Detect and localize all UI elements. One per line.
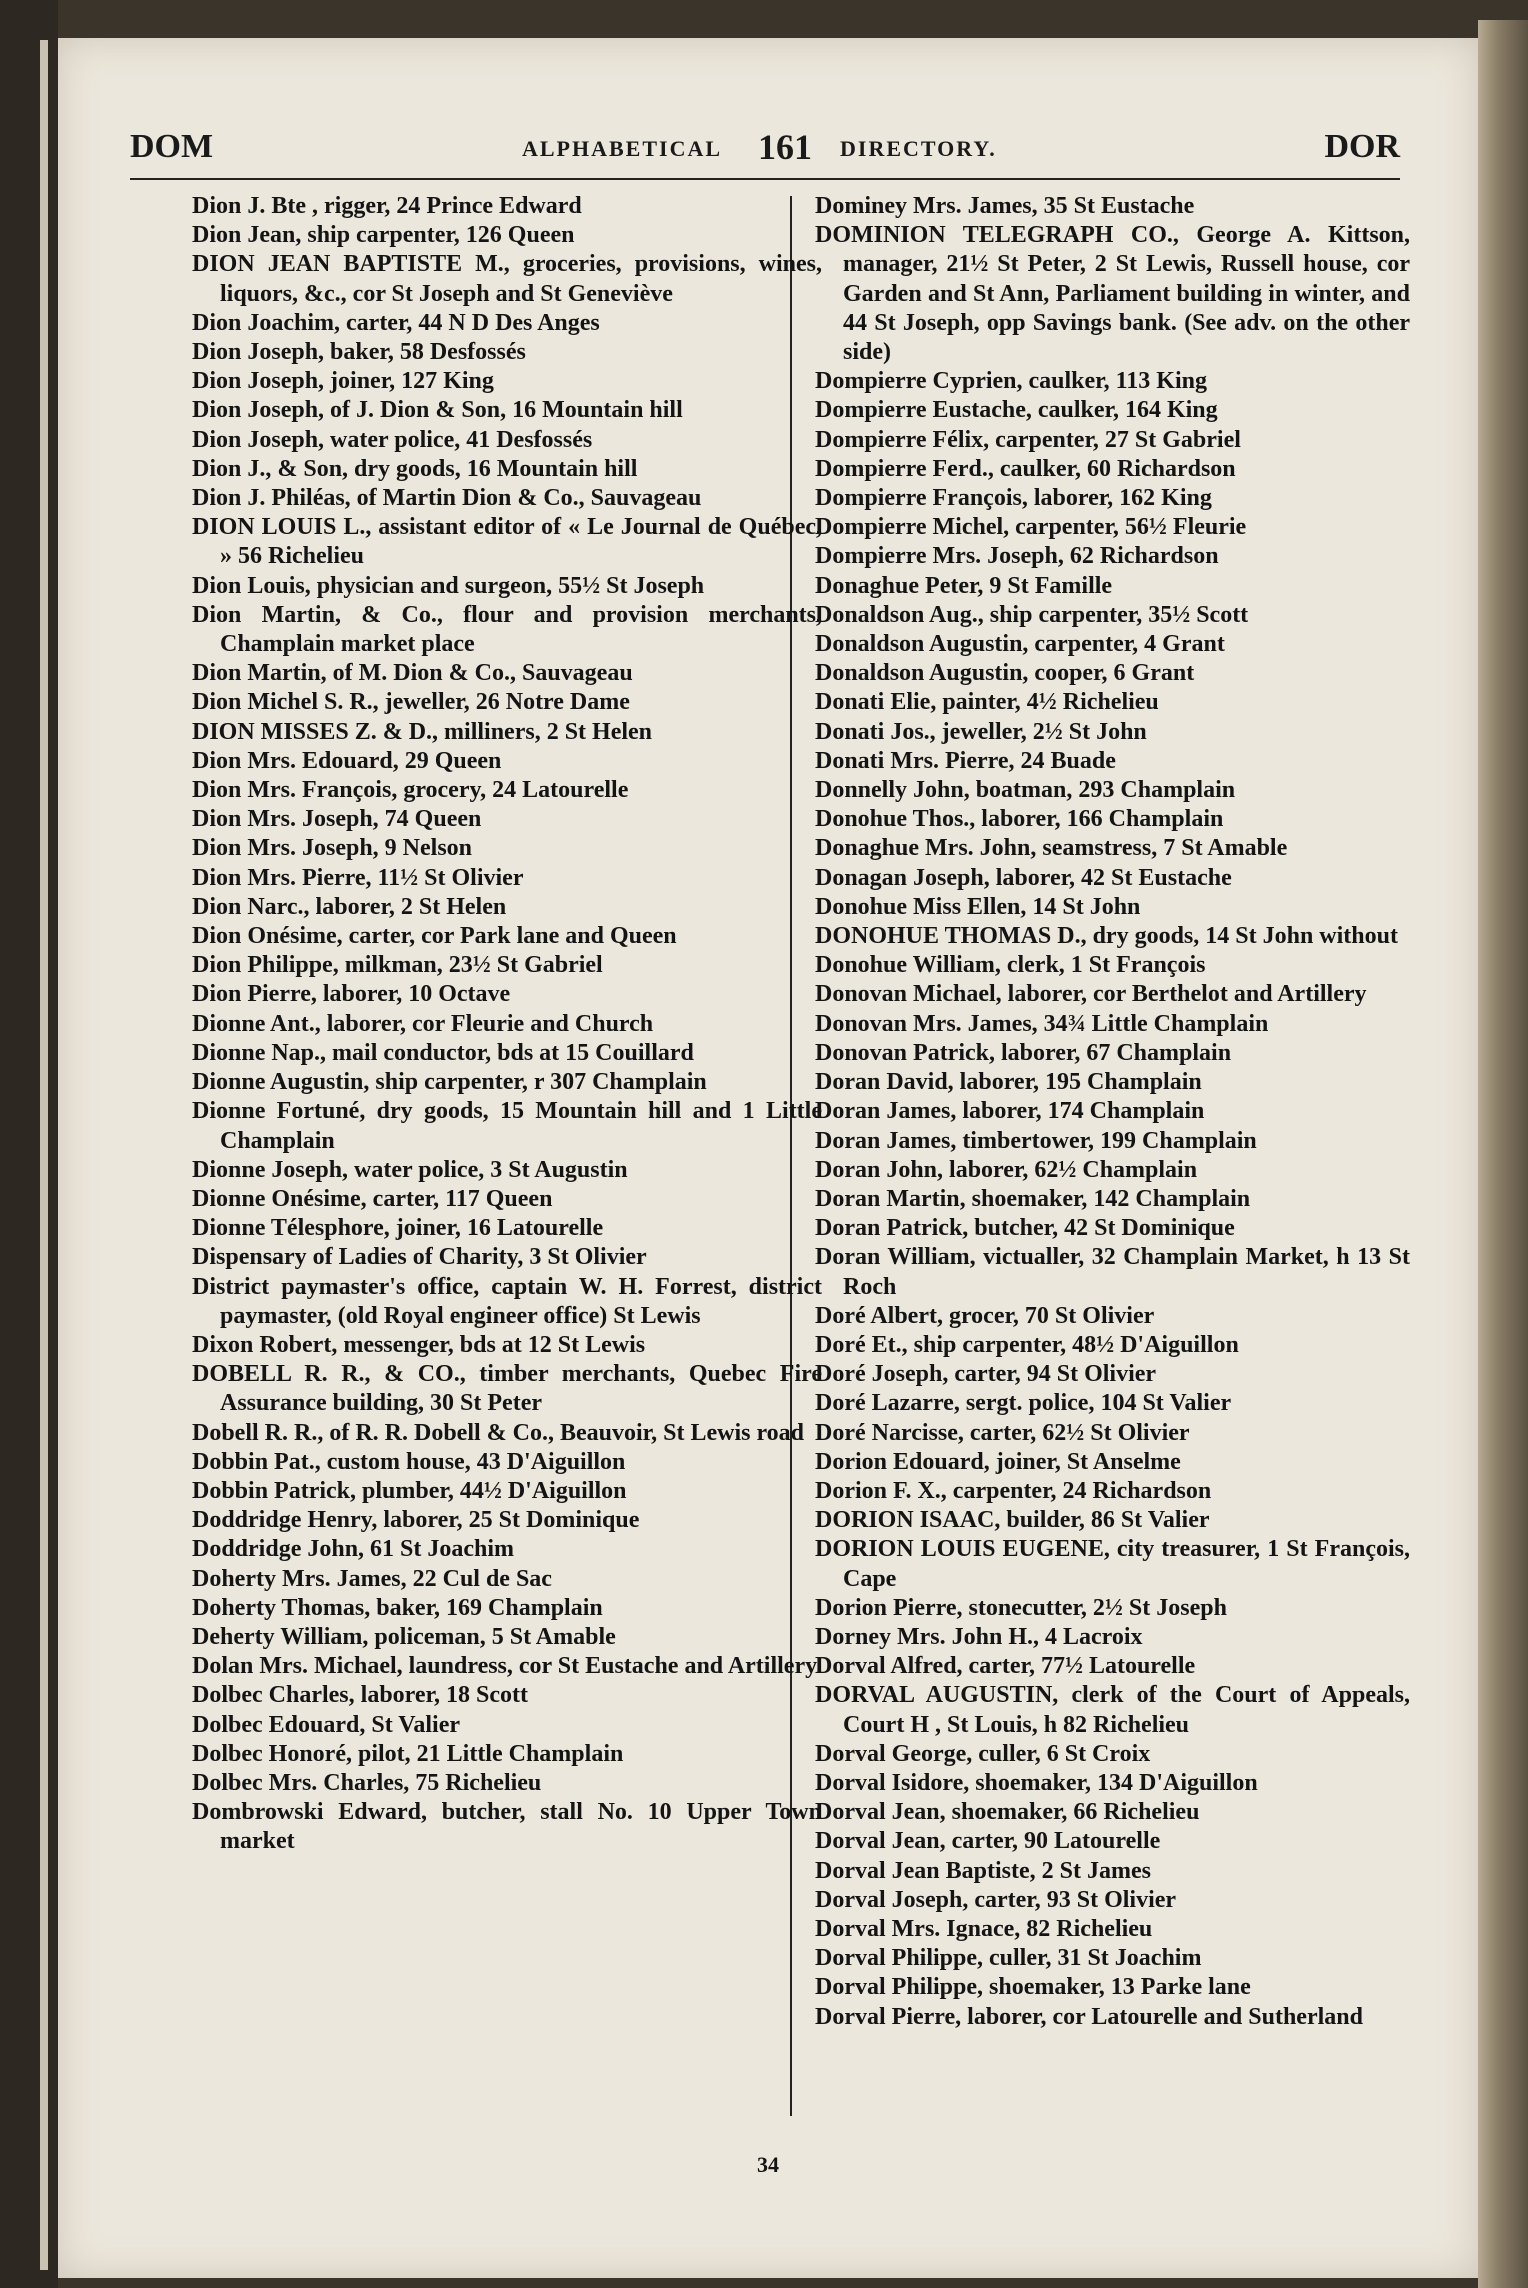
directory-entry: District paymaster's office, captain W. H. Forrest, district paymaster, (old Royal engineer office) St Lewis [192, 1273, 822, 1329]
directory-entry: Dionne Augustin, ship carpenter, r 307 Champlain [192, 1069, 707, 1096]
page-number: 161 [758, 127, 812, 167]
directory-entry: Dixon Robert, messenger, bds at 12 St Lewis [192, 1331, 646, 1358]
directory-entry: Dorval Isidore, shoemaker, 134 D'Aiguillon [815, 1769, 1258, 1796]
directory-entry: Dolan Mrs. Michael, laundress, cor St Eustache and Artillery [192, 1653, 818, 1680]
directory-entry: Dorval Philippe, shoemaker, 13 Parke lane [815, 1974, 1251, 2001]
directory-entry: Dorval Pierre, laborer, cor Latourelle and Sutherland [815, 2003, 1363, 2030]
directory-entry: Donovan Michael, laborer, cor Berthelot and Artillery [815, 981, 1367, 1008]
directory-entry: Dispensary of Ladies of Charity, 3 St Olivier [192, 1244, 647, 1271]
directory-entry: Dion Joseph, baker, 58 Desfossés [192, 339, 526, 366]
directory-entry: Dorion Edouard, joiner, St Anselme [815, 1448, 1181, 1475]
directory-entry: Dionne Nap., mail conductor, bds at 15 Couillard [192, 1039, 694, 1066]
directory-entry: Donaghue Mrs. John, seamstress, 7 St Amable [815, 835, 1288, 862]
directory-entry: Dion Joseph, joiner, 127 King [192, 368, 494, 395]
directory-entry: Dorval Jean, shoemaker, 66 Richelieu [815, 1799, 1200, 1826]
directory-entry: Dorval Joseph, carter, 93 St Olivier [815, 1886, 1177, 1913]
directory-entry: Donaldson Aug., ship carpenter, 35½ Scott [815, 601, 1249, 628]
directory-entry: Dion Joseph, of J. Dion & Son, 16 Mountain hill [192, 397, 683, 424]
directory-entry: Donaghue Peter, 9 St Famille [815, 572, 1113, 599]
directory-entry: Dionne Joseph, water police, 3 St Augustin [192, 1156, 628, 1183]
directory-entry: DION JEAN BAPTISTE M., groceries, provisions, wines, liquors, &c., cor St Joseph and St Geneviève [192, 251, 822, 307]
right-column [815, 192, 1410, 2032]
directory-entry: Dorval Jean, carter, 90 Latourelle [815, 1828, 1161, 1855]
directory-entry: Dorion F. X., carpenter, 24 Richardson [815, 1477, 1212, 1504]
directory-entry: Deherty William, policeman, 5 St Amable [192, 1623, 616, 1650]
directory-entry: Dion Pierre, laborer, 10 Octave [192, 981, 511, 1008]
directory-entry: Dobell R. R., of R. R. Dobell & Co., Beauvoir, St Lewis road [192, 1419, 805, 1446]
directory-entry: Dion Mrs. Joseph, 74 Queen [192, 806, 482, 833]
directory-entry: Doré Lazarre, sergt. police, 104 St Valier [815, 1390, 1232, 1417]
directory-entry: DION LOUIS L., assistant editor of « Le Journal de Québec, » 56 Richelieu [192, 514, 822, 570]
directory-entry: Dorval Alfred, carter, 77½ Latourelle [815, 1653, 1196, 1680]
directory-entry: Dion Joseph, water police, 41 Desfossés [192, 426, 593, 453]
directory-entry: DONOHUE THOMAS D., dry goods, 14 St John without [815, 923, 1398, 950]
directory-entry: Dion Michel S. R., jeweller, 26 Notre Dame [192, 689, 630, 716]
directory-entry: Dompierre Ferd., caulker, 60 Richardson [815, 455, 1236, 482]
directory-entry: DORVAL AUGUSTIN, clerk of the Court of Appeals, Court H , St Louis, h 82 Richelieu [815, 1682, 1410, 1738]
directory-entry: Donovan Mrs. James, 34¾ Little Champlain [815, 1010, 1269, 1037]
directory-entry: Dolbec Charles, laborer, 18 Scott [192, 1682, 528, 1709]
directory-entry: Dompierre Mrs. Joseph, 62 Richardson [815, 543, 1219, 570]
directory-entry: Dion Mrs. Joseph, 9 Nelson [192, 835, 473, 862]
directory-entry: Dorval Jean Baptiste, 2 St James [815, 1857, 1151, 1884]
directory-entry: Dion Jean, ship carpenter, 126 Queen [192, 222, 575, 249]
directory-entry: Dion Louis, physician and surgeon, 55½ St Joseph [192, 572, 705, 599]
directory-entry: Donnelly John, boatman, 293 Champlain [815, 777, 1236, 804]
directory-entry: Dorion Pierre, stonecutter, 2½ St Joseph [815, 1594, 1227, 1621]
page-edge [1478, 20, 1528, 2288]
directory-entry: Doré Narcisse, carter, 62½ St Olivier [815, 1419, 1190, 1446]
left-column [192, 192, 822, 1857]
book-spine-left [0, 0, 58, 2288]
directory-entry: Donati Elie, painter, 4½ Richelieu [815, 689, 1159, 716]
directory-entry: Dion Onésime, carter, cor Park lane and Queen [192, 923, 677, 950]
directory-entry: Dombrowski Edward, butcher, stall No. 10 Upper Town market [192, 1799, 822, 1855]
directory-entry: Dompierre Michel, carpenter, 56½ Fleurie [815, 514, 1247, 541]
directory-entry: Dompierre Cyprien, caulker, 113 King [815, 368, 1207, 395]
directory-entry: Dobbin Patrick, plumber, 44½ D'Aiguillon [192, 1477, 627, 1504]
directory-entry: Doddridge Henry, laborer, 25 St Dominique [192, 1507, 640, 1534]
directory-entry: Doran Martin, shoemaker, 142 Champlain [815, 1185, 1251, 1212]
directory-entry: DOMINION TELEGRAPH CO., George A. Kittson, manager, 21½ St Peter, 2 St Lewis, Russell house, cor Garden and St Ann, Parliament building in winter, and 44 St Joseph, opp Savings bank. (See adv. on the other side) [815, 222, 1410, 366]
directory-entry: Donaldson Augustin, carpenter, 4 Grant [815, 631, 1225, 658]
directory-entry: Donohue Thos., laborer, 166 Champlain [815, 806, 1224, 833]
directory-entry: Dorney Mrs. John H., 4 Lacroix [815, 1623, 1143, 1650]
directory-entry: Dion Narc., laborer, 2 St Helen [192, 893, 507, 920]
directory-entry: Dion Mrs. François, grocery, 24 Latourelle [192, 777, 629, 804]
directory-entry: DORION ISAAC, builder, 86 St Valier [815, 1507, 1210, 1534]
directory-entry: DOBELL R. R., & CO., timber merchants, Quebec Fire Assurance building, 30 St Peter [192, 1361, 822, 1417]
directory-entry: Dion Martin, of M. Dion & Co., Sauvageau [192, 660, 633, 687]
header-rule [130, 178, 1400, 180]
directory-entry: Doran James, timbertower, 199 Champlain [815, 1127, 1257, 1154]
directory-entry: Doran John, laborer, 62½ Champlain [815, 1156, 1198, 1183]
directory-entry: Doherty Mrs. James, 22 Cul de Sac [192, 1565, 552, 1592]
header-right-guide: DOR [1324, 128, 1400, 165]
directory-entry: Doddridge John, 61 St Joachim [192, 1536, 515, 1563]
directory-entry: Doran Patrick, butcher, 42 St Dominique [815, 1215, 1235, 1242]
directory-entry: Dominey Mrs. James, 35 St Eustache [815, 193, 1195, 219]
directory-entry: Dolbec Honoré, pilot, 21 Little Champlain [192, 1740, 624, 1767]
directory-entry: Doran David, laborer, 195 Champlain [815, 1069, 1202, 1096]
directory-entry: Doherty Thomas, baker, 169 Champlain [192, 1594, 603, 1621]
directory-entry: Dionne Ant., laborer, cor Fleurie and Church [192, 1010, 654, 1037]
directory-entry: Donovan Patrick, laborer, 67 Champlain [815, 1039, 1232, 1066]
directory-entry: Dion Joachim, carter, 44 N D Des Anges [192, 309, 600, 336]
header-left-guide: DOM [130, 128, 214, 165]
directory-entry: Dion J. Bte , rigger, 24 Prince Edward [192, 193, 582, 219]
directory-entry: Dobbin Pat., custom house, 43 D'Aiguillon [192, 1448, 626, 1475]
directory-entry: Doré Albert, grocer, 70 St Olivier [815, 1302, 1155, 1329]
directory-entry: Donohue William, clerk, 1 St François [815, 952, 1206, 979]
directory-entry: Dompierre Eustache, caulker, 164 King [815, 397, 1218, 424]
directory-entry: Doré Et., ship carpenter, 48½ D'Aiguillon [815, 1331, 1239, 1358]
directory-entry: Donohue Miss Ellen, 14 St John [815, 893, 1141, 920]
page-header [130, 128, 1400, 176]
directory-entry: Dionne Fortuné, dry goods, 15 Mountain hill and 1 Little Champlain [192, 1098, 822, 1154]
directory-entry: Doran James, laborer, 174 Champlain [815, 1098, 1205, 1125]
directory-entry: Dion J. Philéas, of Martin Dion & Co., Sauvageau [192, 485, 702, 512]
header-title-right: DIRECTORY. [840, 136, 997, 161]
directory-entry: Dion Martin, & Co., flour and provision merchants, Champlain market place [192, 601, 822, 658]
directory-entry: Dolbec Edouard, St Valier [192, 1711, 461, 1738]
directory-entry: DORION LOUIS EUGENE, city treasurer, 1 St François, Cape [815, 1536, 1410, 1592]
directory-entry: Donagan Joseph, laborer, 42 St Eustache [815, 864, 1232, 891]
directory-entry: Doré Joseph, carter, 94 St Olivier [815, 1361, 1157, 1388]
directory-entry: Doran William, victualler, 32 Champlain Market, h 13 St Roch [815, 1244, 1410, 1300]
directory-entry: Donati Mrs. Pierre, 24 Buade [815, 747, 1116, 774]
directory-entry: Dorval Philippe, culler, 31 St Joachim [815, 1945, 1202, 1972]
directory-entry: Dorval George, culler, 6 St Croix [815, 1740, 1151, 1767]
directory-entry: Donaldson Augustin, cooper, 6 Grant [815, 660, 1195, 687]
directory-entry: Dompierre François, laborer, 162 King [815, 485, 1212, 512]
directory-entry: Dion Philippe, milkman, 23½ St Gabriel [192, 952, 603, 979]
directory-entry: Donati Jos., jeweller, 2½ St John [815, 718, 1147, 745]
directory-entry: DION MISSES Z. & D., milliners, 2 St Helen [192, 718, 653, 745]
header-title-left: ALPHABETICAL [522, 136, 723, 161]
signature-mark: 34 [757, 2152, 779, 2177]
directory-entry: Dion Mrs. Edouard, 29 Queen [192, 747, 502, 774]
directory-entry: Dionne Télesphore, joiner, 16 Latourelle [192, 1215, 604, 1242]
directory-entry: Dolbec Mrs. Charles, 75 Richelieu [192, 1769, 542, 1796]
directory-entry: Dionne Onésime, carter, 117 Queen [192, 1185, 553, 1212]
directory-entry: Dorval Mrs. Ignace, 82 Richelieu [815, 1915, 1153, 1942]
directory-entry: Dion J., & Son, dry goods, 16 Mountain hill [192, 455, 638, 482]
directory-entry: Dion Mrs. Pierre, 11½ St Olivier [192, 864, 524, 891]
directory-entry: Dompierre Félix, carpenter, 27 St Gabriel [815, 426, 1241, 453]
